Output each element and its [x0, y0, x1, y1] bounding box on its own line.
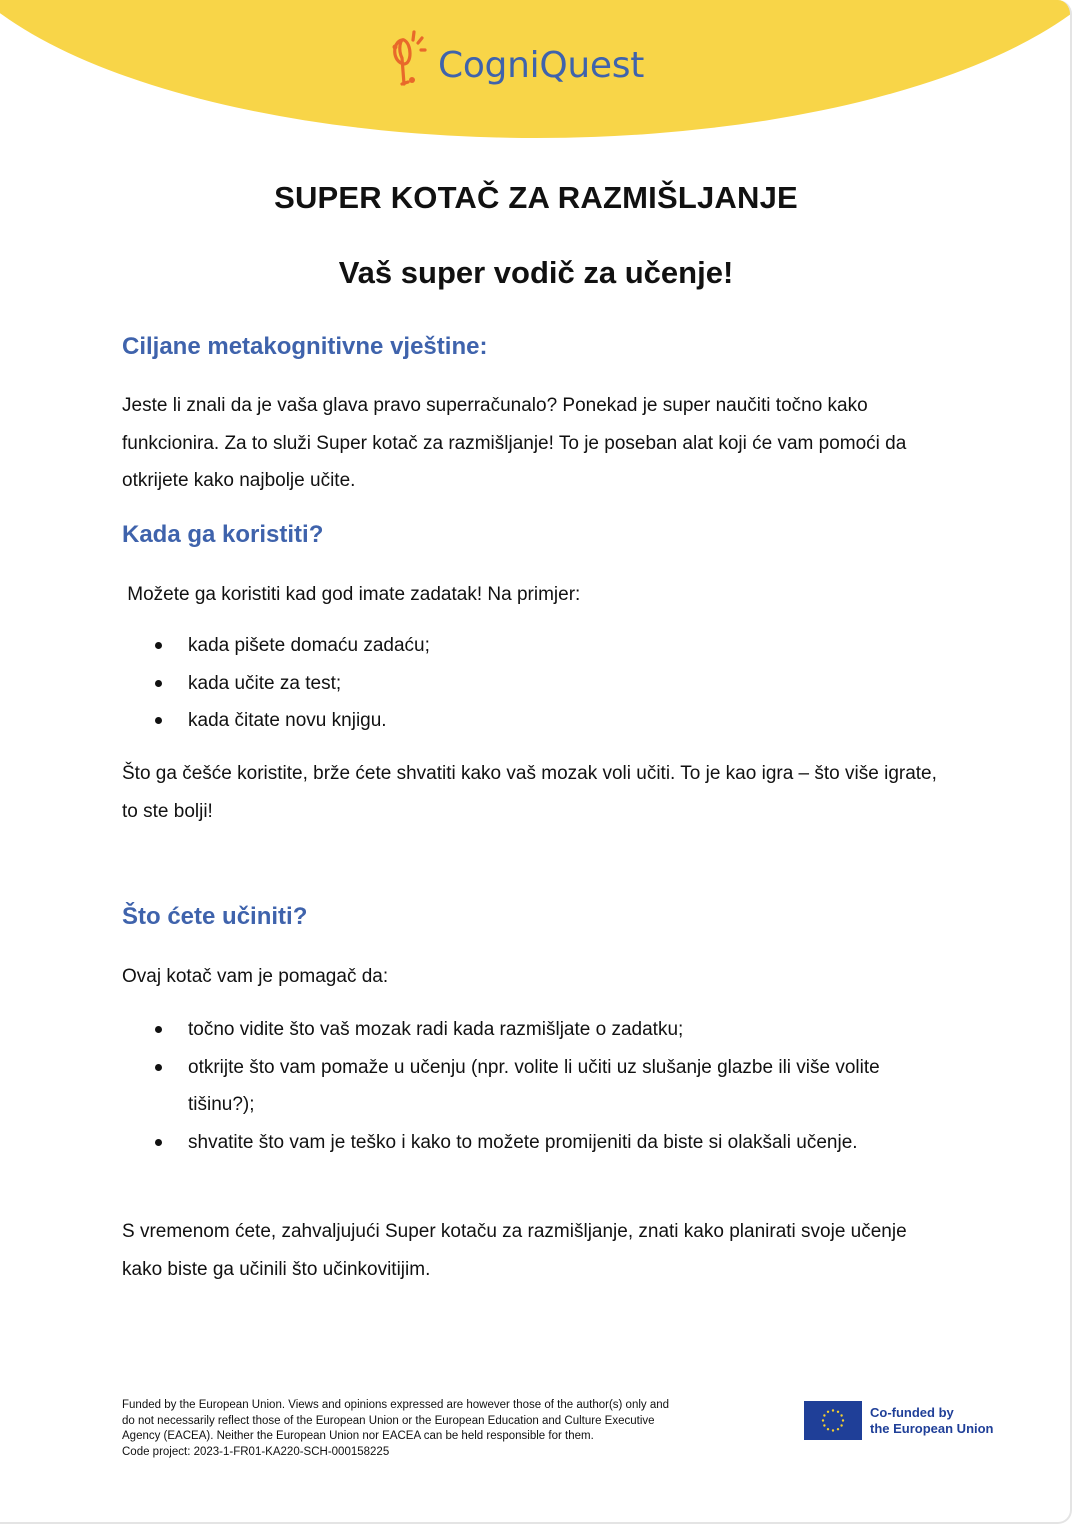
project-code: Code project: 2023-1-FR01-KA220-SCH-000158225	[122, 1445, 390, 1458]
cogniquest-logo	[388, 24, 644, 94]
section-heading-what: Što ćete učiniti?	[122, 903, 308, 930]
document-title: SUPER KOTAČ ZA RAZMIŠLJANJE	[274, 180, 798, 215]
logo-wordmark: CogniQuest	[438, 44, 645, 86]
bullet-icon	[155, 642, 162, 649]
funding-disclaimer: Funded by the European Union. Views and opinions expressed are however those of the author(s) only and do not necessarily reflect those of the European Union or the European Education and Culture Executive Agency (EACEA). Neither the European Union nor EACEA can be held responsible for them. Code project: 2023-1-FR01-KA220-SCH-000158225	[122, 1398, 782, 1460]
what-bullet-list	[122, 1011, 912, 1161]
section-paragraph-when-intro: Možete ga koristiti kad god imate zadatak! Na primjer:	[122, 584, 581, 605]
bullet-icon	[155, 717, 162, 724]
section-heading-skills: Ciljane metakognitivne vještine:	[122, 333, 488, 360]
section-paragraph-what-intro: Ovaj kotač vam je pomagač da:	[122, 966, 389, 987]
bullet-icon	[155, 1139, 162, 1146]
eu-flag-icon	[804, 1401, 862, 1440]
lightbulb-person-icon	[388, 28, 434, 90]
section-paragraph-when-outro: Što ga češće koristite, brže ćete shvatiti kako vaš mozak voli učiti. To je kao igra – što više igrate, to ste bolji!	[122, 763, 937, 822]
eu-cofunded-label: Co-funded by the European Union	[870, 1404, 994, 1436]
bullet-icon	[155, 1064, 162, 1071]
section-paragraph-intro: Jeste li znali da je vaša glava pravo superračunalo? Ponekad je super naučiti točno kako funkcionira. Za to služi Super kotač za razmišljanje! To je poseban alat koji će vam pomoći da otkrijete kako najbolje učite.	[122, 395, 907, 491]
bullet-icon	[155, 680, 162, 687]
when-bullet-list	[122, 627, 952, 740]
section-heading-when: Kada ga koristiti?	[122, 521, 324, 548]
list-item: kada pišete domaću zadaću;	[122, 627, 952, 665]
list-item: točno vidite što vaš mozak radi kada razmišljate o zadatku;	[122, 1011, 912, 1049]
list-item: shvatite što vam je teško i kako to možete promijeniti da biste si olakšali učenje.	[122, 1124, 912, 1162]
list-item: kada čitate novu knjigu.	[122, 702, 952, 740]
bullet-icon	[155, 1026, 162, 1033]
section-paragraph-what-outro: S vremenom ćete, zahvaljujući Super kotaču za razmišljanje, znati kako planirati svoje učenje kako biste ga učinili što učinkovitijim.	[122, 1221, 907, 1280]
eu-cofunded-logo	[804, 1401, 994, 1440]
list-item: kada učite za test;	[122, 665, 952, 703]
list-item: otkrijte što vam pomaže u učenju (npr. volite li učiti uz slušanje glazbe ili više volite tišinu?);	[122, 1049, 912, 1124]
document-subtitle: Vaš super vodič za učenje!	[338, 255, 734, 290]
